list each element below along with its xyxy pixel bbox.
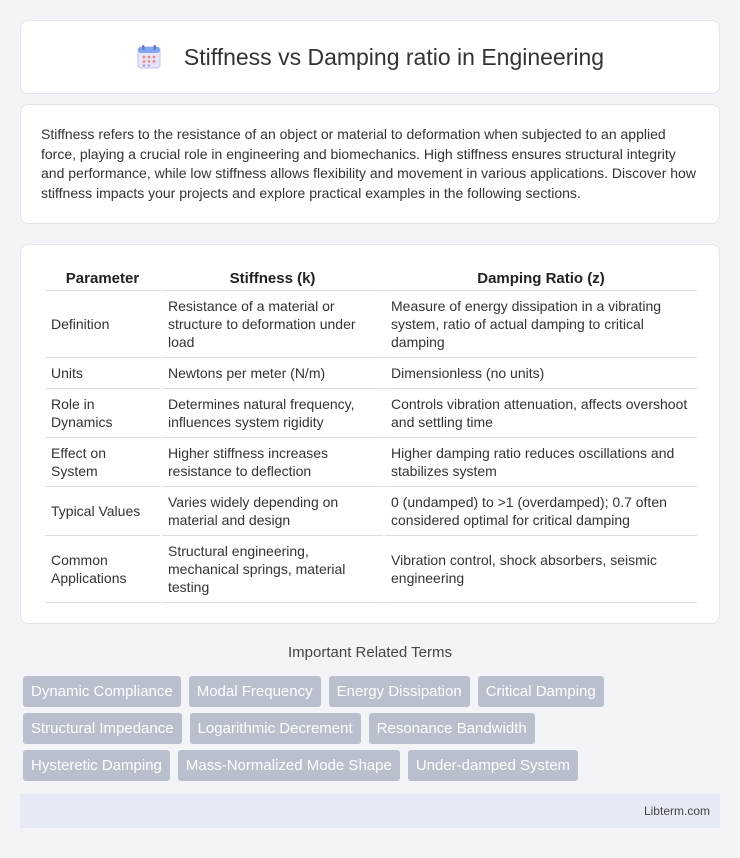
tag-row xyxy=(23,676,723,707)
table-cell-damping: 0 (undamped) to >1 (overdamped); 0.7 often considered optimal for critical damping xyxy=(385,487,697,536)
table-cell-stiffness: Determines natural frequency, influences system rigidity xyxy=(162,389,383,438)
tag-row xyxy=(23,713,723,744)
comparison-table-card xyxy=(20,244,720,624)
tag-under-damped-system[interactable]: Under-damped System xyxy=(408,750,578,781)
column-header-parameter: Parameter xyxy=(45,265,160,291)
related-terms-heading: Important Related Terms xyxy=(288,644,452,661)
table-cell-stiffness: Resistance of a material or structure to deformation under load xyxy=(162,291,383,358)
table-cell-damping: Vibration control, shock absorbers, seismic engineering xyxy=(385,536,697,603)
tag-logarithmic-decrement[interactable]: Logarithmic Decrement xyxy=(190,713,361,744)
table-cell-parameter: Effect on System xyxy=(45,438,160,487)
footer xyxy=(20,794,720,828)
tag-row xyxy=(23,750,723,781)
tag-modal-frequency[interactable]: Modal Frequency xyxy=(189,676,321,707)
related-terms-tags xyxy=(23,676,723,787)
table-cell-damping: Dimensionless (no units) xyxy=(385,358,697,389)
table-cell-parameter: Units xyxy=(45,358,160,389)
intro-card xyxy=(20,104,720,224)
tag-structural-impedance[interactable]: Structural Impedance xyxy=(23,713,182,744)
table-cell-damping: Higher damping ratio reduces oscillations and stabilizes system xyxy=(385,438,697,487)
table-header-row xyxy=(45,265,697,291)
table-row xyxy=(45,389,697,438)
header-card xyxy=(20,20,720,94)
table-cell-stiffness: Newtons per meter (N/m) xyxy=(162,358,383,389)
tag-dynamic-compliance[interactable]: Dynamic Compliance xyxy=(23,676,181,707)
table-cell-parameter: Typical Values xyxy=(45,487,160,536)
intro-paragraph: Stiffness refers to the resistance of an object or material to deformation when subjected to an applied force, playing a crucial role in engineering and biomechanics. High stiffness ensures structural integrity and performance, while low stiffness allows flexibility and movement in various applications. Discover how stiffness impacts your projects and explore practical examples in the following sections. xyxy=(41,126,696,201)
column-header-stiffness: Stiffness (k) xyxy=(162,265,383,291)
table-row xyxy=(45,358,697,389)
calendar-grid-icon xyxy=(136,44,162,70)
tag-hysteretic-damping[interactable]: Hysteretic Damping xyxy=(23,750,170,781)
table-row xyxy=(45,487,697,536)
tag-critical-damping[interactable]: Critical Damping xyxy=(478,676,604,707)
table-row xyxy=(45,536,697,603)
table-cell-stiffness: Structural engineering, mechanical springs, material testing xyxy=(162,536,383,603)
table-cell-parameter: Role in Dynamics xyxy=(45,389,160,438)
footer-site-link[interactable]: Libterm.com xyxy=(643,804,710,818)
table-cell-parameter: Common Applications xyxy=(45,536,160,603)
page-title: Stiffness vs Damping ratio in Engineering xyxy=(183,43,605,70)
table-cell-damping: Controls vibration attenuation, affects overshoot and settling time xyxy=(385,389,697,438)
table-row xyxy=(45,438,697,487)
table-cell-damping: Measure of energy dissipation in a vibrating system, ratio of actual damping to critical damping xyxy=(385,291,697,358)
tag-energy-dissipation[interactable]: Energy Dissipation xyxy=(329,676,470,707)
tag-mass-normalized-mode-shape[interactable]: Mass-Normalized Mode Shape xyxy=(178,750,400,781)
table-cell-stiffness: Higher stiffness increases resistance to deflection xyxy=(162,438,383,487)
column-header-damping-ratio: Damping Ratio (z) xyxy=(385,265,697,291)
comparison-table xyxy=(43,265,699,603)
table-cell-parameter: Definition xyxy=(45,291,160,358)
table-cell-stiffness: Varies widely depending on material and design xyxy=(162,487,383,536)
table-row xyxy=(45,291,697,358)
tag-resonance-bandwidth[interactable]: Resonance Bandwidth xyxy=(369,713,535,744)
